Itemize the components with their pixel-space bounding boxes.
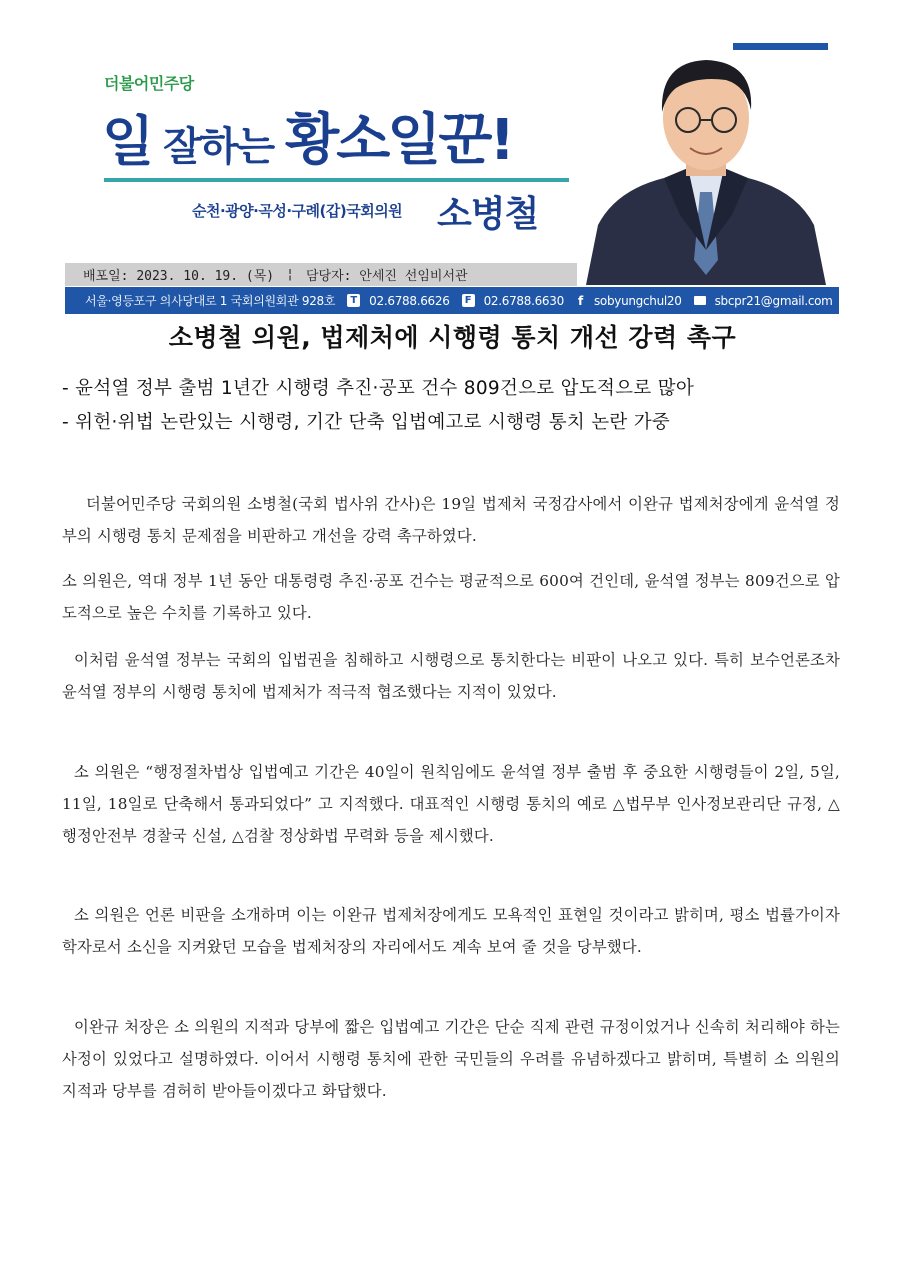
body-paragraph-5: 소 의원은 언론 비판을 소개하며 이는 이완규 법제처장에게도 모욕적인 표현일 것이라고 밝히며, 평소 법률가이자 학자로서 소신을 지켜왔던 모습을 법제처장의 자리에서도 계속 보여 줄 것을 당부했다. xyxy=(62,906,840,956)
slogan xyxy=(102,98,512,176)
body-paragraph-2: 소 의원은, 역대 정부 1년 동안 대통령령 추진·공포 건수는 평균적으로 600여 건인데, 윤석열 정부는 809건으로 압도적으로 높은 수치를 기록하고 있다. xyxy=(62,572,840,622)
slogan-part1: 일 xyxy=(102,110,152,173)
facebook-handle: sobyungchul20 xyxy=(593,293,682,308)
office-address: 서울·영등포구 의사당대로 1 국회의원회관 928호 xyxy=(85,294,336,308)
release-date: 배포일: 2023. 10. 19. (목) xyxy=(83,269,275,284)
mail-icon xyxy=(694,296,706,305)
member-portrait xyxy=(576,50,838,285)
slogan-part3: 황소일꾼! xyxy=(285,108,513,173)
fax-number: 02.6788.6630 xyxy=(483,293,564,308)
slogan-part2: 잘하는 xyxy=(163,124,274,170)
district-label: 순천·광양·곡성·구례(갑)국회의원 xyxy=(192,202,403,220)
body-paragraph-1: 더불어민주당 국회의원 소병철(국회 법사위 간사)은 19일 법제처 국정감사에서 이완규 법제처장에게 윤석열 정부의 시행령 통치 문제점을 비판하고 개선을 강력 촉구하였다. xyxy=(62,495,840,545)
phone-number: 02.6788.6626 xyxy=(369,293,450,308)
info-separator: ¦ xyxy=(286,267,294,282)
contact-bar xyxy=(65,287,839,314)
facebook-icon: f xyxy=(577,293,583,308)
contact-person: 담당자: 안세진 선임비서관 xyxy=(305,269,468,284)
member-name: 소병철 xyxy=(437,194,539,235)
body-paragraph-4: 소 의원은 “행정절차법상 입법예고 기간은 40일이 원칙임에도 윤석열 정부 출범 후 중요한 시행령들이 2일, 5일, 11일, 18일로 단축해서 통과되었다” 고 지적했다. 대표적인 시행령 통치의 예로 △법무부 인사정보관리단 규정, △행정안전부 경찰국 신설, △검찰 정상화법 무력화 등을 제시했다. xyxy=(62,763,840,845)
subtitle-1: - 윤석열 정부 출범 1년간 시행령 추진·공포 건수 809건으로 압도적으로 많아 xyxy=(62,378,695,399)
body-paragraph-6: 이완규 처장은 소 의원의 지적과 당부에 짧은 입법예고 기간은 단순 직제 관련 규정이었거나 신속히 처리해야 하는 사정이 있었다고 설명하였다. 이어서 시행령 통치에 관한 국민들의 우려를 유념하겠다고 밝히며, 특별히 소 의원의 지적과 당부를 겸허히 받아들이겠다고 화답했다. xyxy=(62,1018,840,1100)
fax-icon: F xyxy=(462,294,475,307)
subtitle-2: - 위헌·위법 논란있는 시행령, 기간 단축 입법예고로 시행령 통치 논란 가중 xyxy=(62,412,671,433)
release-info-bar xyxy=(65,263,577,286)
phone-icon: T xyxy=(347,294,360,307)
banner-divider xyxy=(104,178,569,182)
press-release-title: 소병철 의원, 법제처에 시행령 통치 개선 강력 촉구 xyxy=(168,323,737,352)
party-logo-text: 더불어민주당 xyxy=(104,74,194,93)
email-address: sbcpr21@gmail.com xyxy=(714,293,833,308)
body-paragraph-3: 이처럼 윤석열 정부는 국회의 입법권을 침해하고 시행령으로 통치한다는 비판이 나오고 있다. 특히 보수언론조차 윤석열 정부의 시행령 통치에 법제처가 적극적 협조했다는 지적이 있었다. xyxy=(62,651,840,701)
